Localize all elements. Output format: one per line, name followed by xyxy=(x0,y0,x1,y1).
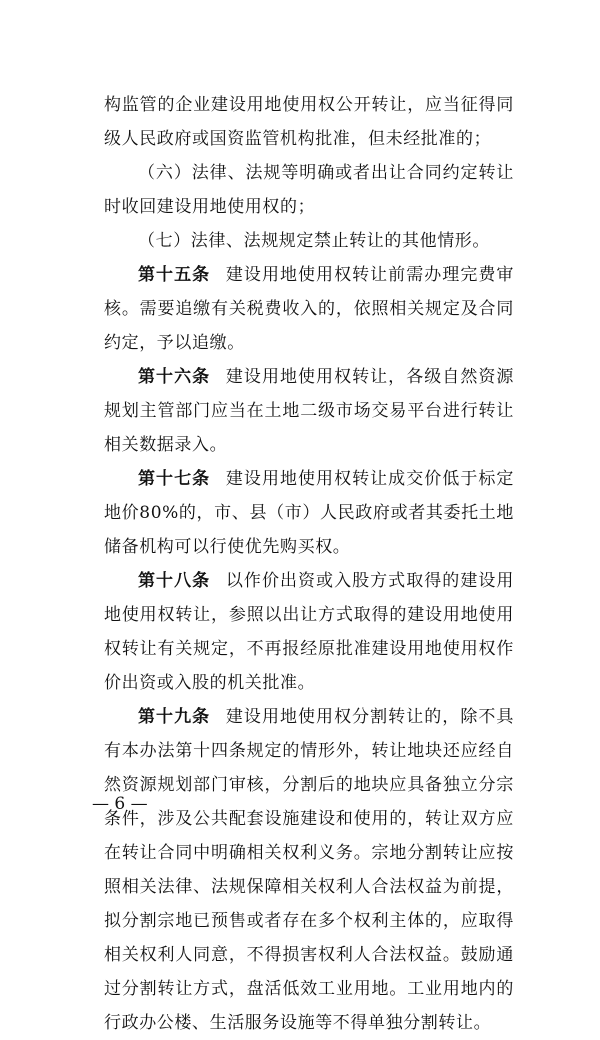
article-15 xyxy=(104,258,514,360)
document-body xyxy=(104,88,514,1040)
article-text: 建设用地使用权转让前需办理完费审核。需要追缴有关税费收入的，依照相关规定及合同约定，予以追缴。 xyxy=(104,265,514,353)
page-number: — 6 — xyxy=(92,794,148,814)
article-text: 建设用地使用权分割转让的，除不具有本办法第十四条规定的情形外，转让地块还应经自然资源规划部门审核，分割后的地块应具备独立分宗条件，涉及公共配套设施建设和使用的，转让双方应在转让合同中明确相关权利义务。宗地分割转让应按照相关法律、法规保障相关权利人合法权益为前提，拟分割宗地已预售或者存在多个权利主体的，应取得相关权利人同意，不得损害权利人合法权益。鼓励通过分割转让方式，盘活低效工业用地。工业用地内的行政办公楼、生活服务设施等不得单独分割转让。 xyxy=(104,707,514,1033)
article-17 xyxy=(104,462,514,564)
article-text: 以作价出资或入股方式取得的建设用地使用权转让，参照以出让方式取得的建设用地使用权转让有关规定，不再报经原批准建设用地使用权作价出资或入股的机关批准。 xyxy=(104,571,514,693)
article-heading: 第十九条 xyxy=(138,707,211,727)
article-text: 建设用地使用权转让，各级自然资源规划主管部门应当在土地二级市场交易平台进行转让相关数据录入。 xyxy=(104,367,514,455)
article-text: 建设用地使用权转让成交价低于标定地价80%的，市、县（市）人民政府或者其委托土地储备机构可以行使优先购买权。 xyxy=(104,469,514,557)
paragraph-item-7 xyxy=(104,224,514,258)
article-heading: 第十六条 xyxy=(138,367,211,387)
paragraph-item-6 xyxy=(104,156,514,224)
article-16 xyxy=(104,360,514,462)
article-heading: 第十八条 xyxy=(138,571,211,591)
article-19 xyxy=(104,700,514,1040)
article-heading: 第十五条 xyxy=(138,265,211,285)
paragraph-text: 构监管的企业建设用地使用权公开转让，应当征得同级人民政府或国资监管机构批准，但未经批准的； xyxy=(104,95,514,149)
paragraph-text: （六）法律、法规等明确或者出让合同约定转让时收回建设用地使用权的； xyxy=(104,163,514,217)
article-heading: 第十七条 xyxy=(138,469,211,489)
paragraph-text: （七）法律、法规规定禁止转让的其他情形。 xyxy=(138,231,490,251)
article-18 xyxy=(104,564,514,700)
paragraph-continuation xyxy=(104,88,514,156)
